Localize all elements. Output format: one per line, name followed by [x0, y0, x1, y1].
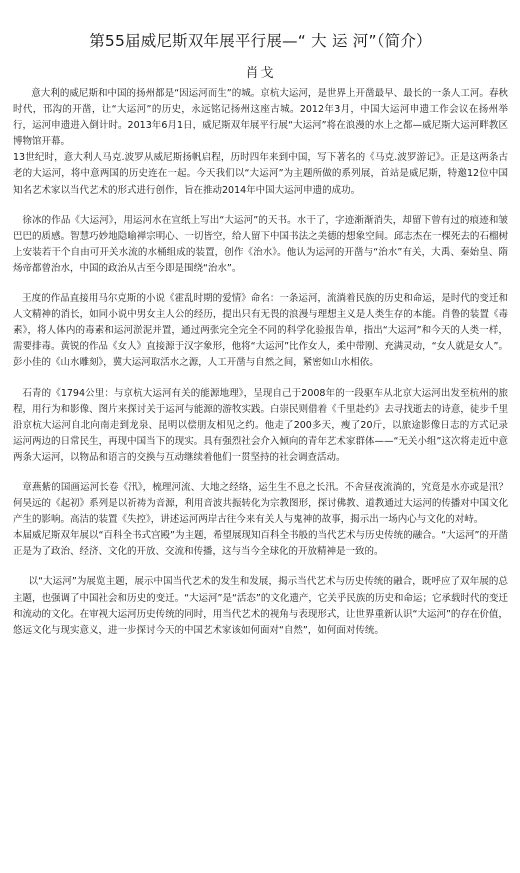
paragraph-gap	[13, 466, 508, 480]
document-author: 肖戈	[245, 66, 276, 81]
paragraph-biennale-theme: 本届威尼斯双年展以“百科全书式宫殿”为主题，希望展现知百科全书般的当代艺术与历史传统的融合。“大运河”的开凿正是为了政治、经济、文化的开放、交流和传播，这与当今全球化的开放精神是一致的。	[13, 530, 508, 558]
paragraph-gap	[13, 372, 508, 386]
paragraph-history: 13世纪时，意大利人马克.波罗从威尼斯扬帆启程，历时四年来到中国，写下著名的《马克.波罗游记》。正是这两条古老的大运河，将中意两国的历史连在一起。今天我们以“大运河”为主题所做的系列展，首站是威尼斯，特邀12位中国知名艺术家以当代艺术的形式进行创作，旨在推动2014年中国大运河申遗的成功。	[13, 152, 508, 196]
paragraph-conclusion: 以“大运河”为展览主题，展示中国当代艺术的发生和发展，揭示当代艺术与历史传统的融合，既呼应了双年展的总主题，也强调了中国社会和历史的变迁。“大运河”是“活态”的文化遗产，它关乎民族的历史和命运；它承载时代的变迁和流动的文化。在审视大运河历史传统的同时，用当代艺术的视角与表现形式，让世界重新认识“大运河”的存在价值，悠远文化与现实意义，进一步探讨今天的中国艺术家该如何面对“自然”，如何面对传统。	[13, 576, 508, 636]
paragraph-xu-bing: 徐冰的作品《大运河》，用运河水在宣纸上写出“大运河”的天书。水干了，字迹渐渐消失，却留下曾有过的痕迹和皱巴巴的质感。智慧巧妙地隐喻禅宗明心、一切皆空，给人留下中国书法之美德的想象空间。邱志杰在一棵死去的石榴树上安装若干个自由可开关水流的水桶组成的装置，创作《治水》。他认为运河的开凿与“治水”有关，大禹、秦始皇、隋炀帝都曾治水，中国的政治从古至今即是围绕“治水”。	[13, 214, 508, 274]
paragraph-wang-du: 王度的作品直接用马尔克斯的小说《霍乱时期的爱情》命名：一条运河，流淌着民族的历史和命运，是时代的变迁和人文精神的消长，如同小说中男女主人公的经历，提出只有无畏的浪漫与理想主义是人类生存的本能。肖鲁的装置《毒素》，将人体内的毒素和运河淤泥并置，通过两张完全完全不同的科学化验报告单，指出“大运河”和今天的人类一样，需要排毒。黄锐的作品《女人》直接源于汉字象形，他将“大运河”比作女人，柔中带刚、充满灵动，“女人就是女人”。彭小佳的《山水雕刻》，冀大运河取活水之源，人工开凿与自然之间，紧密如山水相依。	[13, 293, 508, 369]
document-title: 第55届威尼斯双年展平行展—“ 大 运 河”（简介）	[89, 32, 432, 50]
paragraph-shi-qing: 石青的《1794公里：与京杭大运河有关的能源地理》，呈现自己于2008年的一段驱车从北京大运河出发至杭州的旅程，用行为和影像、图片来探讨关于运河与能源的游牧实践。白崇民则借着《千里赴约》去寻找逝去的诗意，徒步千里沿京杭大运河自北向南走到龙泉、昆明以偿朋友相见之约。他走了200多天，瘦了20斤，以旅途影像日志的方式记录运河两边的日常民生，再现中国当下的现实。具有强烈社会介入倾向的青年艺术家群体——“无关小组”这次将走近中意两条大运河，以物品和语言的交换与互动继续着他们一贯坚持的社会调查活动。	[13, 387, 509, 463]
paragraph-gap	[13, 277, 508, 291]
paragraph-gap	[13, 560, 508, 574]
paragraph-zhang-yanzi: 章燕紫的国画运河长卷《汛》，梳理河流、大地之经络，运生生不息之长汛。不舍昼夜流淌的，究竟是水亦或是汛？何昊远的《起初》系列是以祈祷为音源，利用音波共振转化为宗教图形，探讨佛教、道教通过大运河的传播对中国文化产生的影响。高洁的装置《失控》，讲述运河两岸古往今来有关人与鬼神的故事，揭示出一场内心与文化的对峙。	[13, 481, 508, 526]
paragraph-intro: 意大利的威尼斯和中国的扬州都是“因运河而生”的城。京杭大运河，是世界上开凿最早、最长的一条人工河。春秋时代，邗沟的开凿，让“大运河”的历史，永远铭记扬州这座古城。2012年3月，中国大运河申遗工作会议在扬州举行，运河申遗进入倒计时。2013年6月1日，威尼斯双年展平行展“大运河”将在浪漫的水上之都—威尼斯大运河畔教区博物馆开幕。	[13, 88, 508, 148]
paragraph-gap	[13, 199, 508, 213]
